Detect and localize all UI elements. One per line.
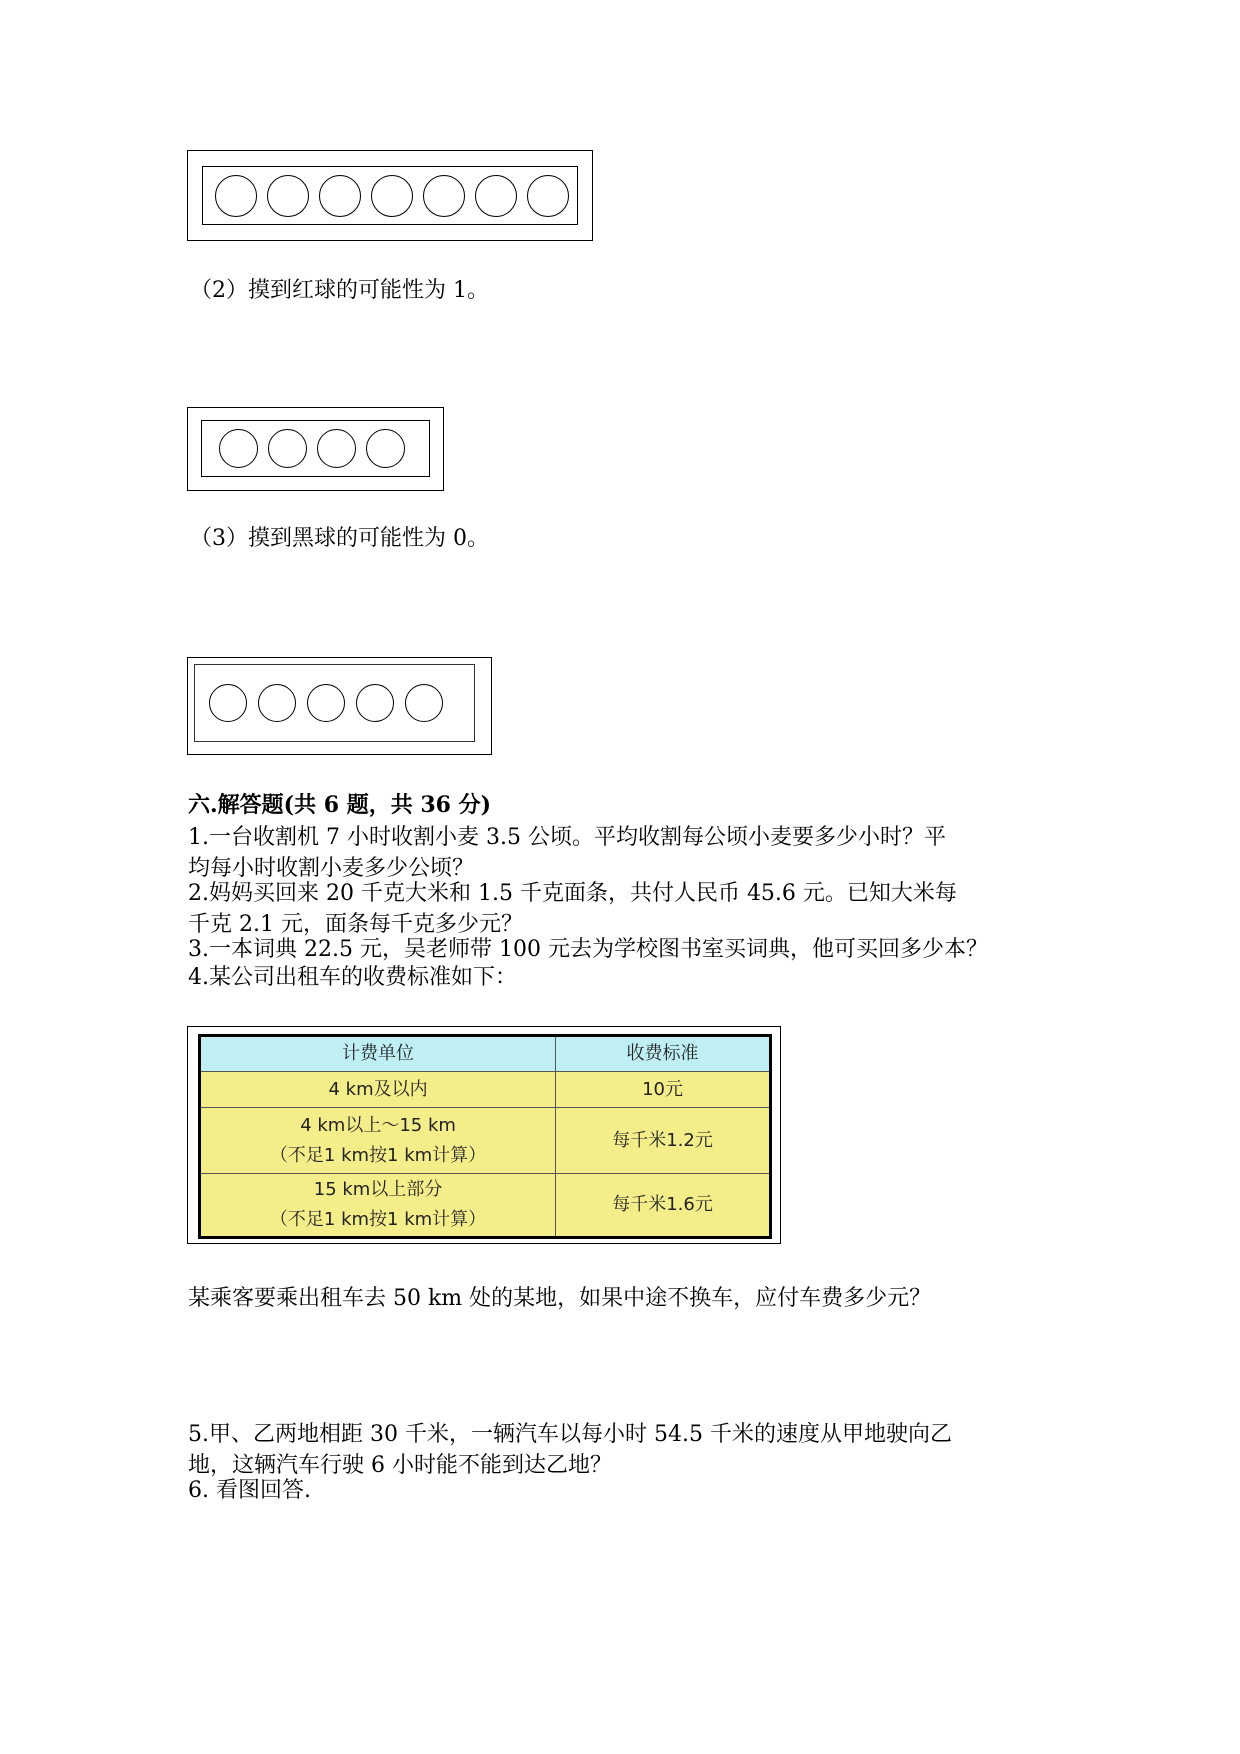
note-black-ball: （3）摸到黑球的可能性为 0。	[190, 526, 489, 551]
ball-circle	[356, 684, 394, 722]
ball-circle	[405, 684, 443, 722]
fare-unit-line: 4 km及以内	[328, 1078, 428, 1100]
ball-circle	[319, 175, 361, 217]
ball-circle	[423, 175, 465, 217]
fare-header-unit: 计费单位	[200, 1036, 556, 1072]
question-2-line-2: 千克 2.1 元，面条每千克多少元？	[188, 912, 523, 937]
question-5-line-2: 地，这辆汽车行驶 6 小时能不能到达乙地？	[188, 1453, 612, 1478]
fare-table	[198, 1034, 772, 1239]
fare-unit-cell	[200, 1108, 556, 1174]
fare-standard-cell: 10元	[556, 1072, 771, 1108]
question-3-line-1: 3.一本词典 22.5 元，吴老师带 100 元去为学校图书室买词典，他可买回多少本？	[188, 937, 988, 962]
question-4-followup: 某乘客要乘出租车去 50 km 处的某地，如果中途不换车，应付车费多少元？	[188, 1286, 932, 1311]
note-red-ball: （2）摸到红球的可能性为 1。	[190, 278, 489, 303]
ball-circle	[215, 175, 257, 217]
fare-unit-line: 15 km以上部分	[313, 1179, 443, 1200]
ball-box-inner-2	[201, 420, 430, 477]
fare-standard-cell: 每千米1.2元	[556, 1108, 771, 1174]
question-2-line-1: 2.妈妈买回来 20 千克大米和 1.5 千克面条，共付人民币 45.6 元。已知大米每	[188, 881, 957, 906]
question-1	[188, 823, 946, 885]
question-4	[188, 963, 517, 994]
ball-box-figure-3	[187, 657, 492, 755]
ball-box-inner-1	[202, 166, 578, 225]
question-6-line-1: 6. 看图回答.	[188, 1478, 311, 1503]
ball-circle	[475, 175, 517, 217]
question-5	[188, 1420, 952, 1482]
fare-table-row	[200, 1174, 771, 1238]
ball-circle	[527, 175, 569, 217]
fare-unit-cell	[200, 1072, 556, 1108]
fare-unit-line: 4 km以上～15 km	[300, 1114, 456, 1136]
fare-table-frame	[187, 1026, 781, 1244]
ball-circle	[219, 429, 258, 468]
ball-box-figure-2	[187, 407, 444, 491]
fare-table-header-row	[200, 1036, 771, 1072]
ball-circle	[371, 175, 413, 217]
fare-header-standard: 收费标准	[556, 1036, 771, 1072]
question-3	[188, 935, 988, 966]
question-4-line-1: 4.某公司出租车的收费标准如下：	[188, 965, 517, 990]
ball-circle	[258, 684, 296, 722]
question-2	[188, 879, 957, 941]
ball-box-figure-1	[187, 150, 593, 241]
question-1-line-2: 均每小时收割小麦多少公顷？	[188, 856, 475, 881]
question-1-line-1: 1.一台收割机 7 小时收割小麦 3.5 公顷。平均收割每公顷小麦要多少小时？平	[188, 825, 946, 850]
ball-circle	[209, 684, 247, 722]
ball-circle	[307, 684, 345, 722]
fare-unit-cell	[200, 1174, 556, 1238]
ball-circle	[268, 429, 307, 468]
section-heading: 六.解答题(共 6 题，共 36 分)	[188, 792, 492, 818]
fare-standard-cell: 每千米1.6元	[556, 1174, 771, 1238]
fare-table-row	[200, 1072, 771, 1108]
ball-circle	[267, 175, 309, 217]
ball-box-inner-3	[194, 664, 475, 742]
question-6	[188, 1476, 311, 1507]
fare-unit-note: （不足1 km按1 km计算）	[269, 1144, 487, 1166]
question-5-line-1: 5.甲、乙两地相距 30 千米，一辆汽车以每小时 54.5 千米的速度从甲地驶向乙	[188, 1422, 952, 1447]
fare-table-row	[200, 1108, 771, 1174]
fare-unit-note: （不足1 km按1 km计算）	[269, 1209, 487, 1230]
ball-circle	[366, 429, 405, 468]
ball-circle	[317, 429, 356, 468]
